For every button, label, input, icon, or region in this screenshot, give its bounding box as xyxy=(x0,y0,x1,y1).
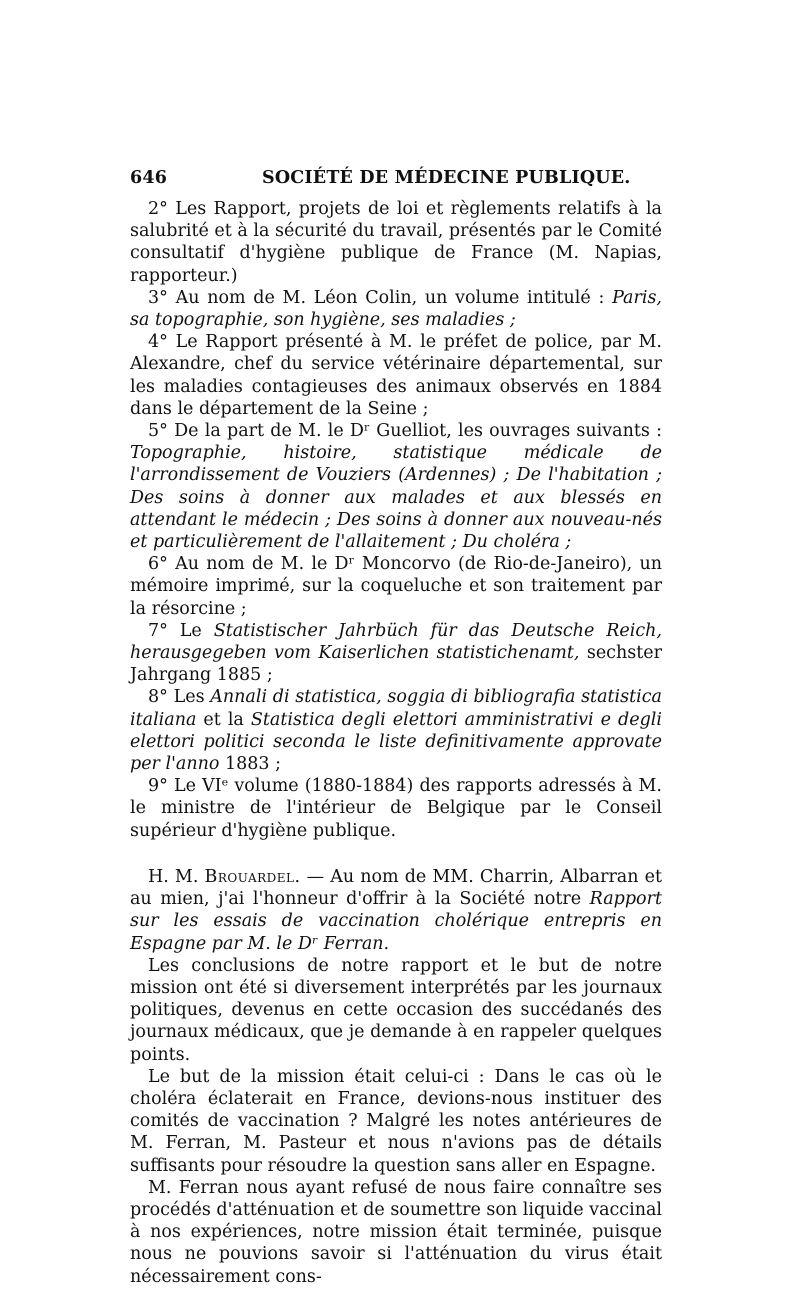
speech-intro xyxy=(130,866,662,955)
item-number: 9° xyxy=(148,776,168,797)
speech-paragraph: Les conclusions de notre rapport et le but de notre mission ont été si diversement interprétés par les journaux politiques, devenus en cette occasion des succédanés des journaux médicaux, que je demande à en rappeler quelques points. xyxy=(130,955,662,1065)
item-text: De la part de M. le Dʳ Guelliot, les ouvrages suivants : xyxy=(174,421,662,442)
item-number: 4° xyxy=(148,332,168,353)
list-item-8 xyxy=(130,686,662,775)
item-number: 8° xyxy=(148,687,168,708)
speech-intro-text: — Au nom de MM. Charrin, Albarran et au mien, j'ai l'honneur d'offrir à la Société notre xyxy=(130,866,662,910)
item-number: 6° xyxy=(148,554,168,575)
running-head xyxy=(130,168,662,198)
speech-paragraph: Le but de la mission était celui-ci : Dans le cas où le choléra éclaterait en France, devions-nous instituer des comités de vaccination ? Malgré les notes antérieures de M. Ferran, M. Pasteur et nous n'avions pas de détails suffisants pour résoudre la question sans aller en Espagne. xyxy=(130,1066,662,1176)
item-number: 2° xyxy=(148,199,168,219)
item-text-middle: et la xyxy=(196,709,251,730)
item-text: Le xyxy=(179,620,214,641)
item-title-2: Statistica degli elettori amministrativi e degli elettori politici seconda le liste definitivamente approvate per l'anno xyxy=(130,709,662,775)
item-text: Les Rapport, projets de loi et règlements relatifs à la salubrité et à la sécurité du travail, présentés par le Comité consultatif d'hygiène publique de France (M. Napias, rapporteur.) xyxy=(130,199,662,286)
item-title: Topographie, histoire, statistique médicale de l'arrondissement de Vouziers (Ardennes) ; De l'habitation ; Des soins à donner aux malades et aux blessés en attendant le médecin ; Des soins à donner aux nouveau-nés et particulièrement de l'allaitement ; Du choléra ; xyxy=(130,443,662,553)
item-title: Statistischer Jahrbüch für das Deutsche Reich, herausgegeben vom Kaiserlichen statistichenamt, xyxy=(130,620,662,664)
speaker-name: Brouardel. xyxy=(204,866,301,887)
list-item-9 xyxy=(130,775,662,842)
section-gap xyxy=(130,842,662,866)
running-title: SOCIÉTÉ DE MÉDECINE PUBLIQUE. xyxy=(262,168,631,188)
item-number: 5° xyxy=(148,421,168,442)
list-item-4 xyxy=(130,331,662,420)
speaker-prefix: H. M. xyxy=(148,866,205,887)
page-number: 646 xyxy=(130,168,168,188)
item-text: Le VIᵉ volume (1880-1884) des rapports adressés à M. le ministre de l'intérieur de Belgique par le Conseil supérieur d'hygiène publique. xyxy=(130,776,662,841)
item-text: Au nom de M. le Dʳ Moncorvo (de Rio-de-Janeiro), un mémoire imprimé, sur la coqueluche et son traitement par la résorcine ; xyxy=(130,554,662,619)
list-item-5 xyxy=(130,420,662,553)
list-item-2 xyxy=(130,198,662,287)
list-item-3 xyxy=(130,287,662,331)
item-text: Les xyxy=(173,687,211,708)
list-item-7 xyxy=(130,620,662,687)
item-number: 3° xyxy=(148,287,168,308)
report-title: Rapport sur les essais de vaccination cholérique entrepris en Espagne par M. le Dʳ Ferran. xyxy=(130,889,662,954)
item-number: 7° xyxy=(148,620,168,641)
item-text: Au nom de M. Léon Colin, un volume intitulé : xyxy=(175,287,613,308)
book-page xyxy=(130,168,662,1288)
list-item-6 xyxy=(130,553,662,620)
item-title: Paris, sa topographie, son hygiène, ses maladies ; xyxy=(130,287,662,331)
speech-paragraph: M. Ferran nous ayant refusé de nous faire connaître ses procédés d'atténuation et de soumettre son liquide vaccinal à nos expériences, notre mission était terminée, puisque nous ne pouvions savoir si l'atténuation du virus était nécessairement cons- xyxy=(130,1177,662,1287)
item-text-after: sechster Jahrgang 1885 ; xyxy=(130,643,662,686)
item-title: Annali di statistica, soggia di bibliografia statistica italiana xyxy=(130,687,662,730)
item-text: Le Rapport présenté à M. le préfet de police, par M. Alexandre, chef du service vétérinaire départemental, sur les maladies contagieuses des animaux observés en 1884 dans le département de la Seine ; xyxy=(130,332,662,419)
item-text-after: 1883 ; xyxy=(219,754,281,775)
